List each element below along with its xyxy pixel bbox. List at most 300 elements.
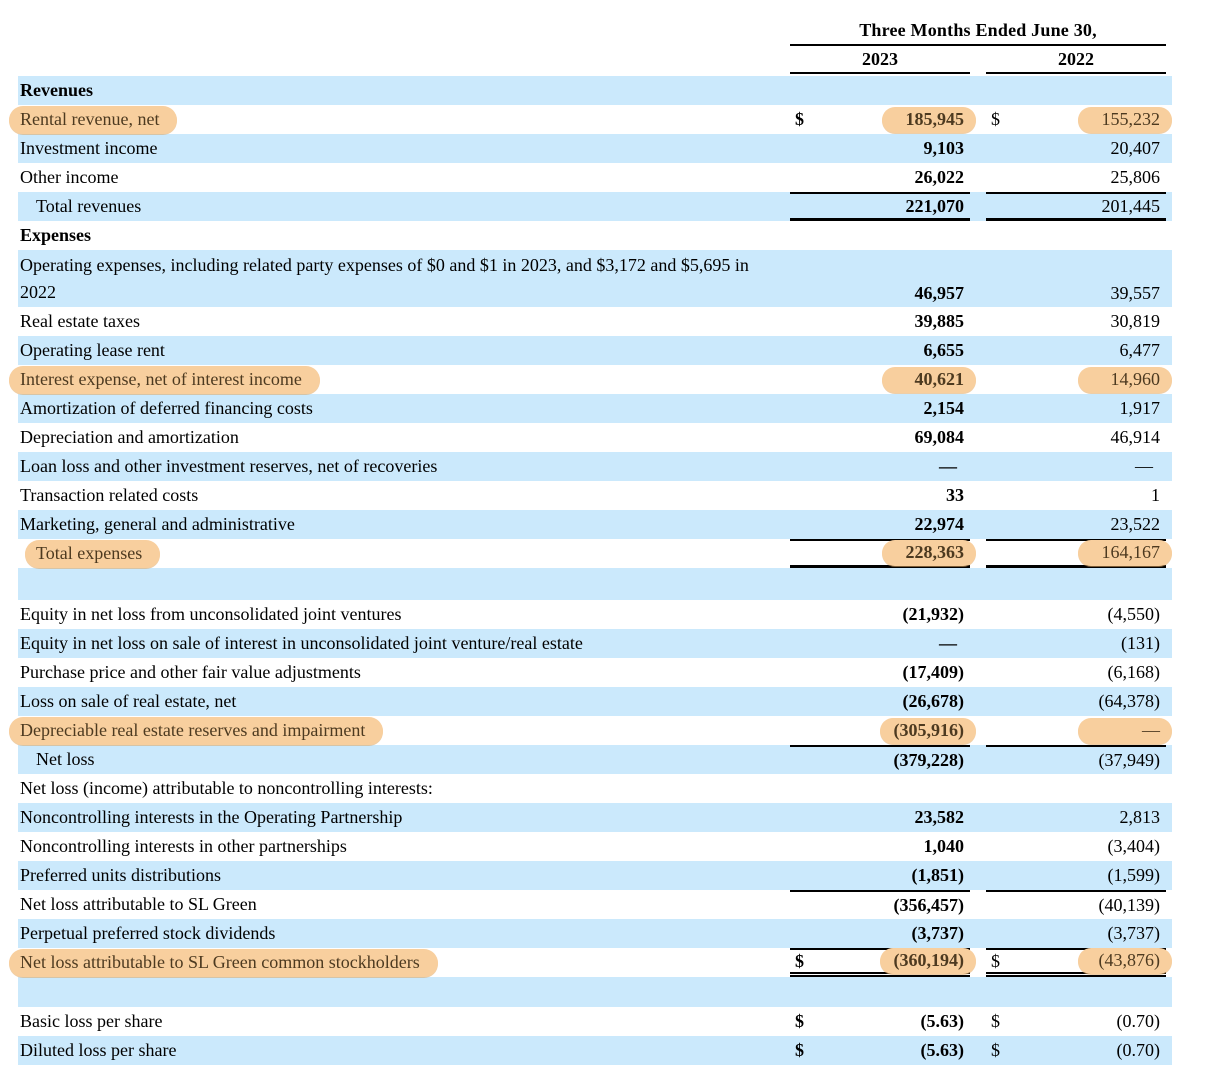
value-2022: — — [1135, 456, 1153, 476]
column-header-2023 — [790, 46, 970, 74]
row-label-cell — [18, 629, 790, 658]
row-label-cell — [18, 658, 790, 687]
row-tail-spacer — [1166, 394, 1172, 423]
value-group — [790, 163, 970, 192]
highlighted-row-label: Net loss attributable to SL Green common stockholders — [9, 949, 438, 977]
table-row — [18, 629, 1172, 658]
table-header-years — [18, 46, 1172, 74]
value-2022: 6,477 — [1119, 340, 1160, 360]
value-group — [986, 76, 1166, 105]
row-label: Marketing, general and administrative — [20, 514, 295, 534]
value-group — [986, 452, 1166, 481]
row-tail-spacer — [1166, 1007, 1172, 1036]
row-label-cell — [18, 832, 790, 861]
table-row — [18, 307, 1172, 336]
value-group — [790, 452, 970, 481]
row-label: Preferred units distributions — [20, 865, 221, 885]
highlighted-value: (360,194) — [880, 948, 977, 974]
header-tail-spacer — [1166, 46, 1172, 74]
column-gap — [970, 394, 986, 423]
row-label: Transaction related costs — [20, 485, 199, 505]
row-label-cell — [18, 745, 790, 774]
column-gap — [970, 307, 986, 336]
dollar-sign: $ — [991, 1040, 1000, 1060]
table-row — [18, 250, 1172, 307]
row-tail-spacer — [1166, 774, 1172, 803]
row-tail-spacer — [1166, 890, 1172, 919]
value-group — [790, 481, 970, 510]
value-2022: 201,445 — [1101, 195, 1160, 216]
value-group — [790, 658, 970, 687]
value-group — [986, 919, 1166, 948]
highlighted-value: (305,916) — [880, 718, 977, 744]
value-group — [790, 568, 970, 600]
row-tail-spacer — [1166, 452, 1172, 481]
row-tail-spacer — [1166, 539, 1172, 568]
table-row — [18, 134, 1172, 163]
row-label: Diluted loss per share — [20, 1040, 177, 1060]
value-group — [790, 687, 970, 716]
value-group — [986, 745, 1166, 774]
table-row — [18, 76, 1172, 105]
value-group — [790, 600, 970, 629]
value-group — [986, 539, 1166, 568]
value-2022: 1,917 — [1119, 398, 1160, 418]
row-label-cell — [18, 539, 790, 568]
row-tail-spacer — [1166, 977, 1172, 1007]
row-label: Net loss attributable to SL Green — [20, 894, 257, 914]
value-2022: (64,378) — [1098, 691, 1160, 711]
table-row — [18, 539, 1172, 568]
year-2022-label: 2022 — [1058, 48, 1094, 69]
row-tail-spacer — [1166, 365, 1172, 394]
column-gap — [970, 134, 986, 163]
row-label: Net loss (income) attributable to noncontrolling interests: — [20, 778, 433, 798]
column-gap — [970, 1007, 986, 1036]
table-row — [18, 481, 1172, 510]
table-header-period — [18, 8, 1172, 46]
value-2023: 22,974 — [914, 514, 964, 534]
row-label: Revenues — [20, 80, 93, 100]
row-label-cell — [18, 336, 790, 365]
value-group — [986, 1036, 1166, 1065]
row-label-cell — [18, 510, 790, 539]
table-row — [18, 336, 1172, 365]
value-2022 — [1012, 718, 1166, 744]
row-label: Real estate taxes — [20, 311, 140, 331]
column-gap — [970, 568, 986, 600]
row-tail-spacer — [1166, 76, 1172, 105]
value-group — [986, 716, 1166, 745]
row-label: Loan loss and other investment reserves, net of recoveries — [20, 456, 438, 476]
value-2023: (21,932) — [902, 604, 964, 624]
column-gap — [970, 539, 986, 568]
column-gap — [970, 510, 986, 539]
row-label-cell — [18, 307, 790, 336]
value-group — [790, 307, 970, 336]
column-gap — [970, 629, 986, 658]
spacer-row — [18, 568, 1172, 600]
row-label-cell — [18, 134, 790, 163]
value-group — [986, 890, 1166, 919]
value-group — [986, 774, 1166, 803]
value-group — [986, 568, 1166, 600]
table-row — [18, 832, 1172, 861]
value-group — [986, 394, 1166, 423]
column-gap — [970, 1036, 986, 1065]
value-group — [790, 890, 970, 919]
row-label-cell — [18, 948, 790, 977]
row-tail-spacer — [1166, 423, 1172, 452]
value-2023: (3,737) — [911, 923, 964, 943]
table-row — [18, 105, 1172, 134]
highlighted-value: 164,167 — [1078, 540, 1172, 566]
value-2023: — — [939, 633, 957, 653]
row-tail-spacer — [1166, 919, 1172, 948]
value-2023: (5.63) — [920, 1040, 964, 1060]
row-tail-spacer — [1166, 948, 1172, 977]
value-group — [986, 510, 1166, 539]
value-2022: 1 — [1151, 485, 1160, 505]
value-group — [986, 423, 1166, 452]
highlighted-value: 185,945 — [882, 107, 976, 133]
value-2022: (40,139) — [1098, 895, 1160, 915]
value-group — [790, 716, 970, 745]
value-2023: — — [939, 456, 957, 476]
highlighted-row-label: Rental revenue, net — [9, 106, 177, 134]
value-2022: (4,550) — [1107, 604, 1160, 624]
value-group — [986, 365, 1166, 394]
row-tail-spacer — [1166, 336, 1172, 365]
row-label-cell — [18, 890, 790, 919]
column-gap — [970, 716, 986, 745]
table-row — [18, 716, 1172, 745]
year-2023-label: 2023 — [862, 48, 898, 69]
value-2023: 23,582 — [914, 807, 964, 827]
value-2023: 46,957 — [914, 283, 964, 303]
value-group — [790, 250, 970, 307]
value-2023: (379,228) — [893, 750, 964, 770]
value-group — [790, 539, 970, 568]
value-group — [986, 192, 1166, 221]
column-gap — [970, 163, 986, 192]
row-label: Loss on sale of real estate, net — [20, 691, 237, 711]
value-2022: 30,819 — [1110, 311, 1160, 331]
highlighted-row-label: Interest expense, net of interest income — [9, 366, 320, 394]
table-row — [18, 394, 1172, 423]
column-gap — [970, 365, 986, 394]
table-row — [18, 1007, 1172, 1036]
dollar-sign: $ — [795, 1011, 804, 1031]
value-group — [986, 336, 1166, 365]
row-label-cell — [18, 76, 790, 105]
row-label: Operating lease rent — [20, 340, 165, 360]
highlighted-row-label: Depreciable real estate reserves and impairment — [9, 717, 383, 745]
income-statement-table — [18, 8, 1172, 1065]
value-2022 — [1012, 107, 1166, 133]
dollar-sign: $ — [991, 109, 1000, 129]
value-2023: 1,040 — [923, 836, 964, 856]
value-2023: (1,851) — [911, 865, 964, 885]
row-tail-spacer — [1166, 307, 1172, 336]
row-tail-spacer — [1166, 250, 1172, 307]
row-label: Other income — [20, 167, 119, 187]
row-label: Depreciation and amortization — [20, 427, 239, 447]
value-group — [986, 861, 1166, 890]
row-label-cell — [18, 105, 790, 134]
value-group — [986, 977, 1166, 1007]
table-row — [18, 423, 1172, 452]
value-2023: 69,084 — [914, 427, 964, 447]
value-group — [986, 250, 1166, 307]
column-gap — [970, 105, 986, 134]
row-label: Total revenues — [36, 196, 142, 216]
value-group — [790, 629, 970, 658]
row-label-cell — [18, 192, 790, 221]
value-group — [790, 861, 970, 890]
value-2023: (5.63) — [920, 1011, 964, 1031]
value-2022: 39,557 — [1110, 283, 1160, 303]
row-label-cell — [18, 221, 790, 250]
value-group — [790, 774, 970, 803]
row-label: Purchase price and other fair value adjustments — [20, 662, 361, 682]
value-2023: 2,154 — [923, 398, 964, 418]
row-label: Basic loss per share — [20, 1011, 163, 1031]
table-row — [18, 600, 1172, 629]
row-tail-spacer — [1166, 861, 1172, 890]
row-label: Noncontrolling interests in other partnerships — [20, 836, 347, 856]
value-group — [986, 687, 1166, 716]
value-group — [986, 481, 1166, 510]
row-tail-spacer — [1166, 481, 1172, 510]
table-row — [18, 861, 1172, 890]
row-label: Investment income — [20, 138, 158, 158]
table-row — [18, 1036, 1172, 1065]
column-gap — [970, 481, 986, 510]
value-group — [790, 510, 970, 539]
row-label-cell — [18, 803, 790, 832]
table-row — [18, 163, 1172, 192]
row-tail-spacer — [1166, 1036, 1172, 1065]
value-group — [790, 394, 970, 423]
dollar-sign: $ — [991, 950, 1000, 971]
row-tail-spacer — [1166, 568, 1172, 600]
table-row — [18, 221, 1172, 250]
dollar-sign: $ — [795, 109, 804, 129]
row-tail-spacer — [1166, 803, 1172, 832]
column-gap — [970, 745, 986, 774]
value-group — [986, 600, 1166, 629]
row-tail-spacer — [1166, 192, 1172, 221]
row-label-cell — [18, 250, 790, 307]
value-2022 — [1012, 948, 1166, 974]
column-gap — [970, 76, 986, 105]
value-group — [790, 192, 970, 221]
column-gap — [970, 600, 986, 629]
dollar-sign: $ — [795, 1040, 804, 1060]
table-row — [18, 774, 1172, 803]
row-label-cell — [18, 423, 790, 452]
value-2022 — [1012, 367, 1166, 393]
highlighted-value: — — [1078, 718, 1172, 744]
value-2023 — [816, 540, 970, 566]
dollar-sign: $ — [795, 950, 804, 971]
row-tail-spacer — [1166, 221, 1172, 250]
column-gap — [970, 948, 986, 977]
row-label-cell — [18, 452, 790, 481]
value-2022: (131) — [1121, 633, 1160, 653]
highlighted-value: (43,876) — [1078, 948, 1172, 974]
value-2022: (3,404) — [1107, 836, 1160, 856]
column-header-2022 — [986, 46, 1166, 74]
highlighted-value: 40,621 — [882, 367, 976, 393]
row-label-cell — [18, 1007, 790, 1036]
value-group — [790, 423, 970, 452]
table-row — [18, 687, 1172, 716]
value-group — [986, 221, 1166, 250]
row-label: Net loss — [36, 749, 95, 769]
column-gap — [970, 832, 986, 861]
value-group — [986, 658, 1166, 687]
value-group — [790, 919, 970, 948]
value-2022: (0.70) — [1116, 1011, 1160, 1031]
value-group — [986, 307, 1166, 336]
value-group — [790, 336, 970, 365]
table-row — [18, 452, 1172, 481]
row-tail-spacer — [1166, 163, 1172, 192]
row-tail-spacer — [1166, 658, 1172, 687]
row-tail-spacer — [1166, 510, 1172, 539]
column-gap — [970, 192, 986, 221]
value-group — [790, 948, 970, 977]
column-gap — [970, 687, 986, 716]
column-gap — [970, 774, 986, 803]
value-group — [790, 745, 970, 774]
header-label-spacer — [18, 46, 790, 74]
value-2022: (3,737) — [1107, 923, 1160, 943]
column-gap — [970, 336, 986, 365]
row-tail-spacer — [1166, 832, 1172, 861]
value-2023 — [816, 367, 970, 393]
value-group — [790, 803, 970, 832]
value-group — [790, 76, 970, 105]
row-label-cell — [18, 600, 790, 629]
value-2023: 6,655 — [923, 340, 964, 360]
value-2023: (26,678) — [902, 691, 964, 711]
value-group — [790, 977, 970, 1007]
value-2022: 20,407 — [1110, 138, 1160, 158]
value-2023: 33 — [946, 485, 964, 505]
row-label: Perpetual preferred stock dividends — [20, 923, 276, 943]
row-label: Noncontrolling interests in the Operating Partnership — [20, 807, 403, 827]
row-label-cell — [18, 774, 790, 803]
value-2022: (6,168) — [1107, 662, 1160, 682]
value-2022: (37,949) — [1098, 750, 1160, 770]
row-label-cell — [18, 716, 790, 745]
table-row — [18, 745, 1172, 774]
row-label-cell — [18, 1036, 790, 1065]
value-2022: 23,522 — [1110, 514, 1160, 534]
value-group — [986, 163, 1166, 192]
value-2023 — [816, 718, 970, 744]
row-label: Equity in net loss from unconsolidated joint ventures — [20, 604, 402, 624]
value-2022: (0.70) — [1116, 1040, 1160, 1060]
table-row — [18, 890, 1172, 919]
table-row — [18, 365, 1172, 394]
value-2023: (356,457) — [893, 895, 964, 915]
value-group — [986, 948, 1166, 977]
value-group — [790, 1036, 970, 1065]
row-label: Expenses — [20, 225, 92, 245]
column-gap — [970, 977, 986, 1007]
row-tail-spacer — [1166, 629, 1172, 658]
row-label-cell — [18, 977, 790, 1007]
row-label-cell — [18, 568, 790, 600]
row-label-cell — [18, 365, 790, 394]
period-header-text: Three Months Ended June 30, — [859, 20, 1097, 40]
row-label: Operating expenses, including related party expenses of $0 and $1 in 2023, and $3,172 and $5,695 in 2022 — [20, 254, 749, 302]
table-row — [18, 192, 1172, 221]
value-group — [986, 803, 1166, 832]
value-2023 — [816, 107, 970, 133]
value-group — [790, 1007, 970, 1036]
row-label-cell — [18, 481, 790, 510]
row-label-cell — [18, 919, 790, 948]
highlighted-value: 155,232 — [1078, 107, 1172, 133]
column-gap — [970, 658, 986, 687]
value-group — [986, 832, 1166, 861]
value-group — [790, 134, 970, 163]
table-row — [18, 510, 1172, 539]
value-group — [790, 365, 970, 394]
row-label-cell — [18, 163, 790, 192]
row-label: Equity in net loss on sale of interest in unconsolidated joint venture/real estate — [20, 633, 583, 653]
value-group — [790, 221, 970, 250]
row-tail-spacer — [1166, 745, 1172, 774]
highlighted-row-label: Total expenses — [25, 540, 160, 568]
table-row — [18, 658, 1172, 687]
value-group — [986, 134, 1166, 163]
value-group — [790, 105, 970, 134]
row-tail-spacer — [1166, 134, 1172, 163]
value-2023: 221,070 — [905, 195, 964, 216]
spacer-row — [18, 977, 1172, 1007]
table-body — [18, 76, 1172, 1065]
value-group — [986, 105, 1166, 134]
dollar-sign: $ — [991, 1011, 1000, 1031]
row-tail-spacer — [1166, 687, 1172, 716]
row-label-cell — [18, 687, 790, 716]
row-tail-spacer — [1166, 600, 1172, 629]
column-gap — [970, 861, 986, 890]
column-gap — [970, 221, 986, 250]
row-label-cell — [18, 394, 790, 423]
value-group — [986, 1007, 1166, 1036]
row-tail-spacer — [1166, 105, 1172, 134]
table-row — [18, 803, 1172, 832]
value-2023 — [816, 948, 970, 974]
column-gap — [970, 46, 986, 74]
row-label-cell — [18, 861, 790, 890]
value-group — [790, 832, 970, 861]
column-gap — [970, 452, 986, 481]
value-2022: 46,914 — [1110, 427, 1160, 447]
row-label: Amortization of deferred financing costs — [20, 398, 313, 418]
column-gap — [970, 919, 986, 948]
value-2023: 9,103 — [923, 138, 964, 158]
table-row — [18, 948, 1172, 977]
value-2023: 39,885 — [914, 311, 964, 331]
